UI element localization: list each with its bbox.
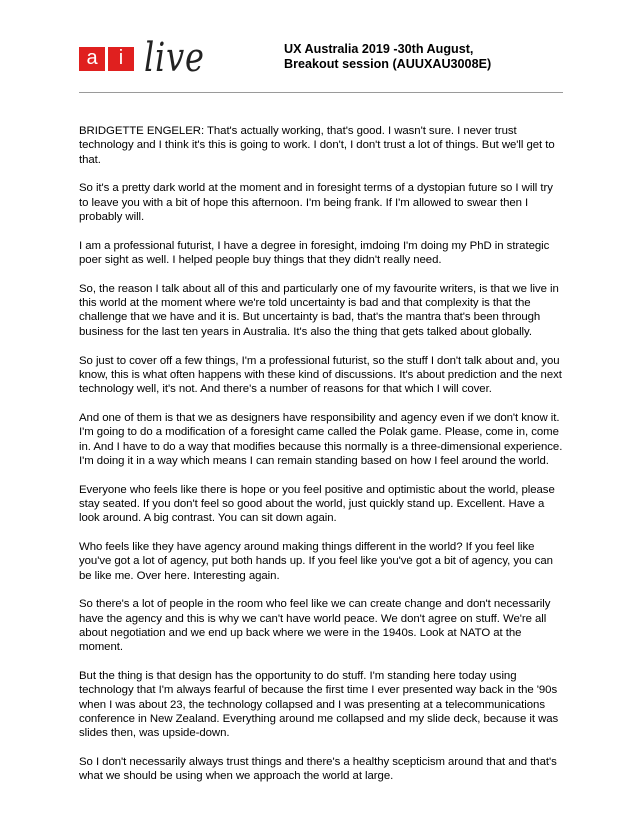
paragraph: But the thing is that design has the opportunity to do stuff. I'm standing here today using technology that I'm always fearful of because the first time I ever presented way back in the '90s when I was about 23, the technology collapsed and I was presenting at a telecommunications conference in New Zealand. Everything around me collapsed and my slide deck, because it was slides then, was upside-down.	[79, 670, 559, 740]
paragraph: So there's a lot of people in the room who feel like we can create change and don't necessarily have the agency and this is why we can't have world peace. We don't agree on stuff. We're all about negotiation and we end up back where we were in the 1940s. Look at NATO at the moment.	[79, 598, 551, 654]
header-line-event: UX Australia 2019 -30th August,	[284, 42, 474, 56]
paragraph: BRIDGETTE ENGELER: That's actually working, that's good. I wasn't sure. I never trust technology and I think it's this is going to work. I don't, I don't trust a lot of things. But we'll get to that.	[79, 125, 555, 166]
paragraph: I am a professional futurist, I have a degree in foresight, imdoing I'm doing my PhD in strategic poer sight as well. I helped people buy things that they didn't really need.	[79, 239, 550, 267]
logo-wordmark: live	[144, 35, 205, 81]
paragraph: And one of them is that we as designers have responsibility and agency even if we don't know it. I'm going to do a modification of a foresight came called the Polak game. Please, come in, come in. And I have to do a way that modifies because this normally is a three-dimensional experience. I'm doing it in a way which means I can remain standing based on how I feel around the world.	[79, 411, 563, 467]
document-header	[284, 42, 491, 72]
logo-box-i: i	[108, 47, 134, 71]
paragraph: Everyone who feels like there is hope or you feel positive and optimistic about the world, please stay seated. If you don't feel so good about the world, just quickly stand up. Excellent. Have a look around. A big contrast. You can sit down again.	[79, 483, 555, 525]
logo-box-a: a	[79, 47, 105, 71]
paragraph: Who feels like they have agency around making things different in the world? If you feel like you've got a lot of agency, put both hands up. If you feel like you've got a bit of agency, you can be like me. Over here. Interesting again.	[79, 541, 553, 582]
header-divider	[79, 92, 563, 93]
paragraph: So it's a pretty dark world at the moment and in foresight terms of a dystopian future so I will try to leave you with a bit of hope this afternoon. I'm being frank. If I'm allowed to swear then I probably will.	[79, 182, 553, 223]
header-line-session: Breakout session (AUUXAU3008E)	[284, 57, 492, 71]
transcript-body	[79, 124, 565, 798]
paragraph: So I don't necessarily always trust things and there's a healthy scepticism around that and that's what we should be using when we approach the world at large.	[79, 756, 557, 783]
paragraph: So just to cover off a few things, I'm a professional futurist, so the stuff I don't talk about and, you know, this is what often happens with these kind of discussions. It's about prediction and the next technology well, it's not. And there's a number of reasons for that which I will cover.	[79, 354, 562, 396]
paragraph: So, the reason I talk about all of this and particularly one of my favourite writers, is that we live in this world at the moment where we're told uncertainty is bad and that complexity is that the challenge that we have and it is. But uncertainty is bad, that's the mantra that's been through business for the last ten years in Australia. It's also the thing that gets talked about globally.	[79, 282, 559, 338]
